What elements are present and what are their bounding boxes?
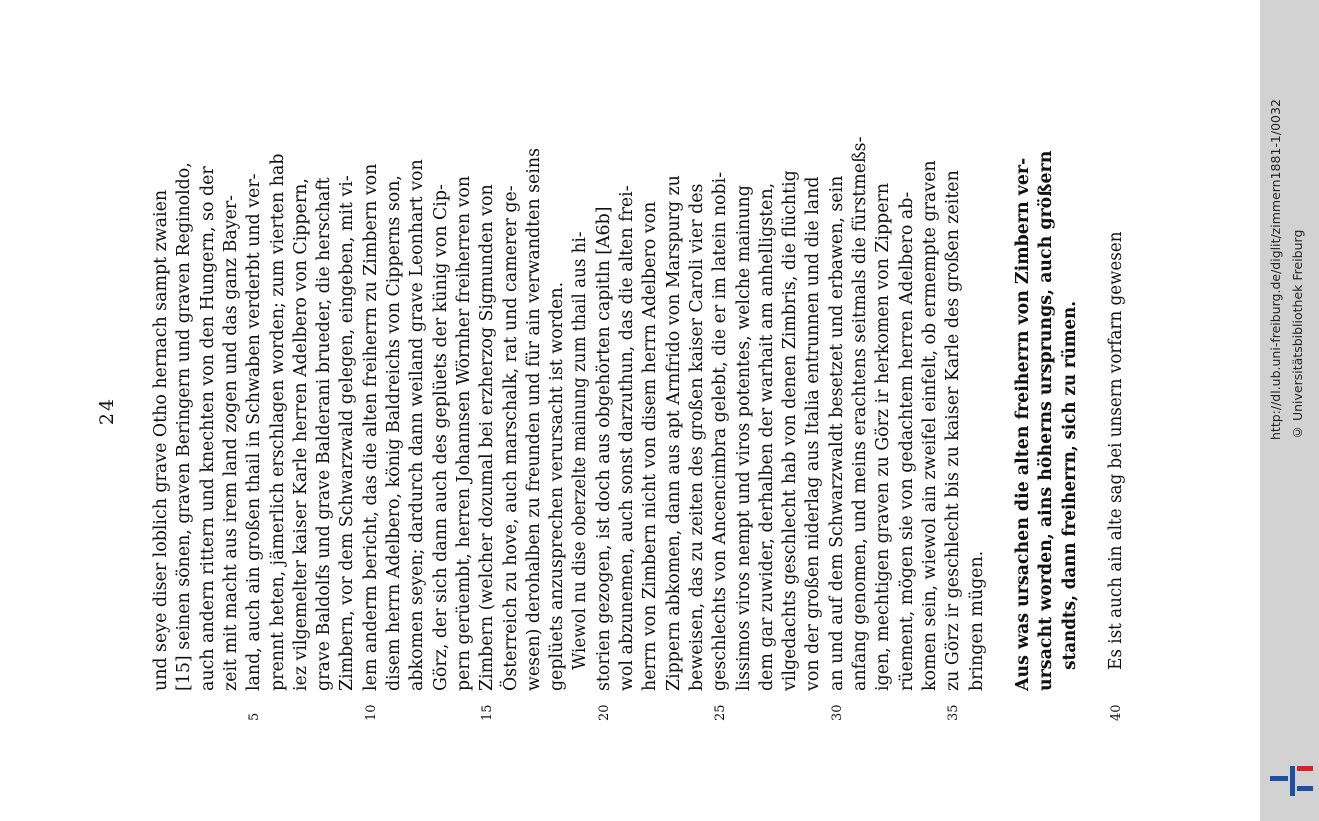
text-line: geplüets anzusprechen verursacht ist worden. bbox=[547, 281, 568, 691]
text-line: zeit mit macht aus irem land zogen und das ganz Bayer- bbox=[220, 194, 241, 691]
text-line: geschlechts von Ancencimbra gelebt, die er im latein nobi- bbox=[710, 171, 731, 691]
text-line: Österreich zu hove, auch marschalk, rat und camerer ge- bbox=[500, 185, 521, 691]
text-line: komen sein, wiewol ain zweifel einfelt, ob ermempte graven bbox=[919, 160, 940, 691]
text-line: an und auf dem Schwarzwaldt besetzet und erbawen, sein bbox=[826, 175, 847, 691]
line-number: 5 bbox=[247, 712, 263, 721]
page-number: 24 bbox=[96, 396, 118, 426]
copyright-notice: © Universitätsbibliothek Freiburg bbox=[1290, 229, 1305, 440]
text-line: Es ist auch ain alte sag bei unsern vorfarn gewesen bbox=[1106, 231, 1127, 670]
text-line: und seye diser loblich grave Otho hernach sampt zwaien bbox=[151, 189, 171, 691]
text-line: Wiewol nu dise oberzelte mainung zum thail aus hi- bbox=[570, 231, 591, 670]
text-line: lissimos viros nempt und viros potentes, welche mainung bbox=[733, 185, 754, 691]
ub-freiburg-logo-icon bbox=[1270, 764, 1314, 798]
text-line: zu Görz ir geschlecht bis zu kaiser Karle des großen zeiten bbox=[943, 170, 964, 691]
text-line: wol abzunemen, auch sonst darzuthun, das die alten frei- bbox=[617, 185, 637, 691]
section-heading-line: Aus was ursachen die alten freiherrn von Zimbern ver- bbox=[1013, 157, 1034, 691]
sidebar bbox=[1260, 0, 1319, 821]
text-line: abkomen seyen; dardurch dann weiland grave Leonhart von bbox=[407, 159, 428, 691]
text-line: Zimbern (welcher dozumal bei erzherzog Sigmunden von bbox=[477, 184, 498, 691]
text-line: dem gar zuwider, derhalben der warhait am anhelligsten, bbox=[756, 182, 777, 691]
text-line: von der großen niderlag aus Italia entrunnen und die land bbox=[803, 176, 824, 691]
text-line: iez vilgemelter kaiser Karle herren Adelbero von Cippern, bbox=[290, 178, 311, 691]
text-line: Zimbern, vor dem Schwarzwald gelegen, eingeben, mit vi- bbox=[337, 175, 358, 691]
text-line: anfang genomen, und meins erachtens seitmals die fürstmeßs- bbox=[850, 136, 870, 691]
source-url[interactable]: http://dl.ub.uni-freiburg.de/diglit/zimmern1881-1/0032 bbox=[1268, 99, 1283, 440]
line-number: 35 bbox=[946, 704, 962, 721]
text-line: auch andern rittern und knechten von den Hungern, so der bbox=[197, 166, 218, 691]
text-line: wesen) derohalben zu freunden und für ain verwandten seins bbox=[523, 147, 544, 691]
line-number: 15 bbox=[480, 704, 496, 721]
text-line: Görz, der sich dann auch des geplüets der künig von Cip- bbox=[430, 184, 451, 691]
line-number: 40 bbox=[1109, 704, 1125, 721]
line-number: 30 bbox=[829, 704, 845, 721]
text-line: storien gezogen, ist doch aus obgehörten capitln [A6b] bbox=[593, 206, 614, 691]
text-line: beweisen, das zu zeiten des großen kaiser Caroli vier des bbox=[686, 183, 707, 691]
text-line: pern gerüembt, herren Johannsen Wörnher freiherren von bbox=[453, 175, 474, 691]
line-number: 25 bbox=[713, 704, 729, 721]
text-line: land, auch ain großen thail in Schwaben verderbt und ver- bbox=[244, 173, 265, 691]
text-line: herrn von Zimbern nicht von disem herrn Adelbero von bbox=[640, 201, 661, 691]
section-heading-line: standts, dann freiherrn, sich zu rümen. bbox=[1059, 300, 1080, 670]
section-heading-line: ursacht worden, ains höherns ursprungs, auch größern bbox=[1036, 150, 1057, 691]
text-line: vilgedachts geschlecht hab von denen Zimbris, die flüchtig bbox=[780, 170, 801, 691]
text-line: igen, mechtigen graven zu Görz ir herkomen von Zippern bbox=[873, 182, 894, 691]
text-line: bringen mügen. bbox=[966, 550, 987, 691]
text-line: rüement, mögen sie von gedachtem herren Adelbero ab- bbox=[896, 191, 917, 691]
text-line: grave Baldolfs und grave Balderani brueder, die herschaft bbox=[314, 177, 335, 691]
text-line: Zippern abkomen, dann aus apt Arnfrido von Marspurg zu bbox=[663, 175, 684, 691]
text-line: lem anderm bericht, das die alten freiherrn zu Zimbern von bbox=[360, 163, 381, 691]
line-number: 20 bbox=[596, 704, 612, 721]
line-number: 10 bbox=[363, 704, 379, 721]
text-line: disem herrn Adelbero, könig Baldreichs von Cipperns son, bbox=[384, 175, 404, 691]
text-line: prennt heten, jämerlich erschlagen worden; zum vierten hab bbox=[267, 153, 288, 691]
text-line: [15] seinen sönen, graven Beringern und graven Reginoldo, bbox=[174, 162, 195, 691]
